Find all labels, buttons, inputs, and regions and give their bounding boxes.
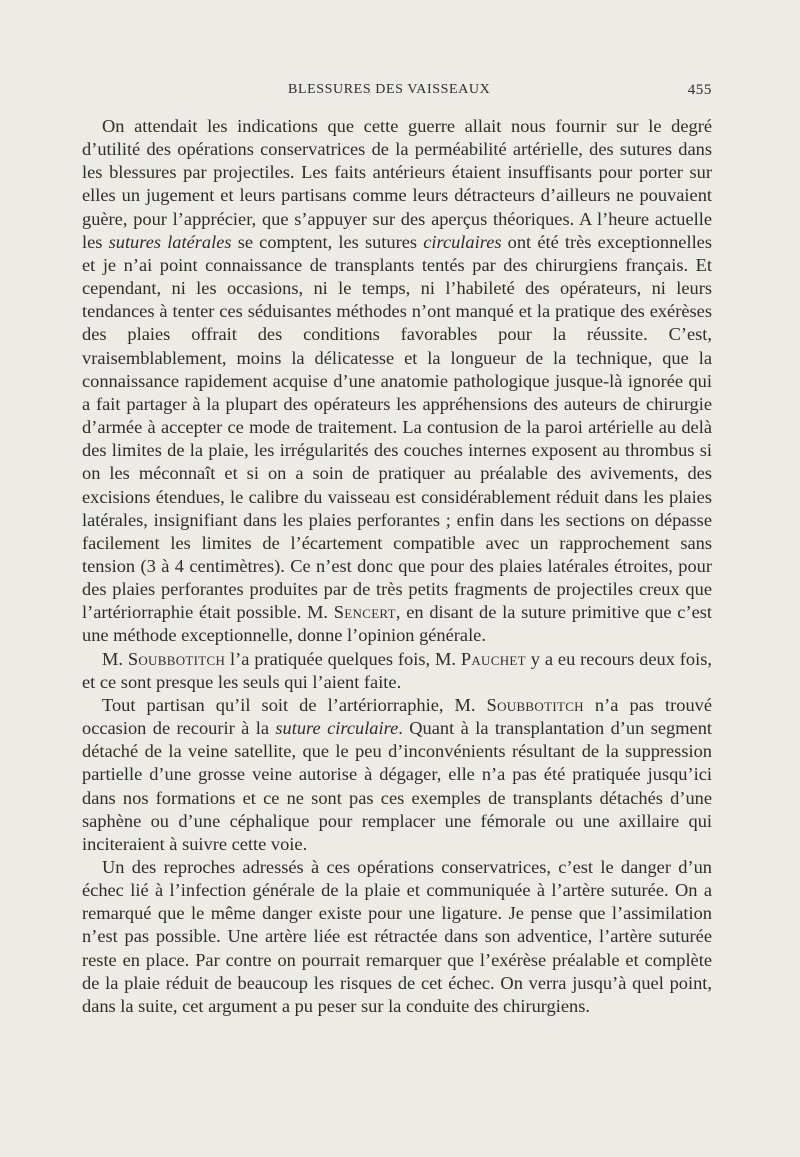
italic-term: circulaires: [423, 231, 502, 252]
author-name: Pauchet: [460, 648, 526, 669]
page-number: 455: [687, 82, 712, 98]
running-title: BLESSURES DES VAISSEAUX: [288, 82, 491, 97]
author-name: Soubbotitch: [486, 694, 584, 715]
text-run: y a eu recours deux fois, et ce sont presque les seuls qui l’aient faite.: [82, 648, 712, 692]
text-run: l’a pratiquée quelques fois, M.: [225, 648, 461, 669]
paragraph: [82, 694, 712, 856]
paragraph: [82, 648, 712, 694]
text-run: se comptent, les sutures: [231, 231, 424, 252]
text-run: On attendait les indications que cette guerre allait nous fournir sur le degré d’utilité des opérations conservatrices de la perméabilité artérielle, des sutures dans les blessures par projectiles. Les faits antérieurs étaient insuffisants pour porter sur elles un jugement et leurs partisans comme leurs détracteurs d’ailleurs ne pouvaient guère, pour l’apprécier, que s’appuyer sur des aperçus théoriques. A l’heure actuelle les: [82, 116, 712, 252]
text-run: . Quant à la transplantation d’un segment détaché de la veine satellite, que le peu d’inconvénients résultant de la suppression partielle d’une grosse veine autorise à dégager, elle n’a pas été pratiquée jusqu’ici dans nos formations et ce ne sont pas ces exemples de transplants détachés d’une saphène ou d’une céphalique pour remplacer une fémorale ou une axillaire qui inciteraient à suivre cette voie.: [82, 718, 713, 854]
text-run: Tout partisan qu’il soit de l’artériorraphie, M.: [102, 694, 487, 715]
text-run: M.: [102, 648, 128, 669]
body-text: [82, 115, 712, 1018]
paragraph: [82, 115, 712, 648]
text-run: Un des reproches adressés à ces opérations conservatrices, c’est le danger d’un échec lié à l’infection générale de la plaie et communiquée à l’artère suturée. On a remarqué que le même danger existe pour une ligature. Je pense que l’assimilation n’est pas possible. Une artère liée est rétractée dans son adventice, l’artère suturée reste en place. Par contre on pourrait remarquer que l’exérèse préalable et complète de la plaie réduit de beaucoup les risques de cet échec. On verra jusqu’à quel point, dans la suite, cet argument a pu peser sur la conduite des chirurgiens.: [82, 857, 712, 1016]
running-head: [82, 82, 712, 104]
paragraph: [82, 856, 712, 1018]
author-name: Sencert: [333, 602, 396, 623]
italic-term: suture circulaire: [275, 718, 399, 739]
author-name: Soubbotitch: [127, 648, 226, 669]
text-run: ont été très exceptionnelles et je n’ai point connaissance de transplants tentés par des chirurgiens français. Et cependant, ni les occasions, ni le temps, ni l’habileté des opérateurs, ni leurs tendances à tenter ces séduisantes méthodes n’ont manqué et la pratique des exérèses des plaies offrait des conditions favorables pour la réussite. C’est, vraisemblablement, moins la délicatesse et la longueur de la technique, que la connaissance rapidement acquise d’une anatomie pathologique jusque-là ignorée qui a fait partager à la plupart des opérateurs les appréhensions des auteurs de chirurgie d’armée à accepter ce mode de traitement. La contusion de la paroi artérielle au delà des limites de la plaie, les irrégularités des couches internes exposent au thrombus si on les méconnaît et si on a soin de pratiquer au préalable des avivements, des excisions étendues, le calibre du vaisseau est considérablement réduit dans les plaies latérales, insignifiant dans les plaies perforantes ; enfin dans les sections on dépasse facilement les limites de l’écartement compatible avec un rapprochement sans tension (3 à 4 centimètres). Ce n’est donc que pour des plaies latérales étroites, pour des plaies perforantes produites par de très petits fragments de projectiles creux que l’artériorraphie était possible. M.: [82, 231, 712, 623]
text-run: n’a pas trouvé occasion de recourir à la: [82, 694, 712, 739]
text-run: , en disant de la suture primitive que c’est une méthode exceptionnelle, donne l’opinion générale.: [82, 602, 712, 646]
italic-term: sutures latérales: [108, 231, 232, 252]
